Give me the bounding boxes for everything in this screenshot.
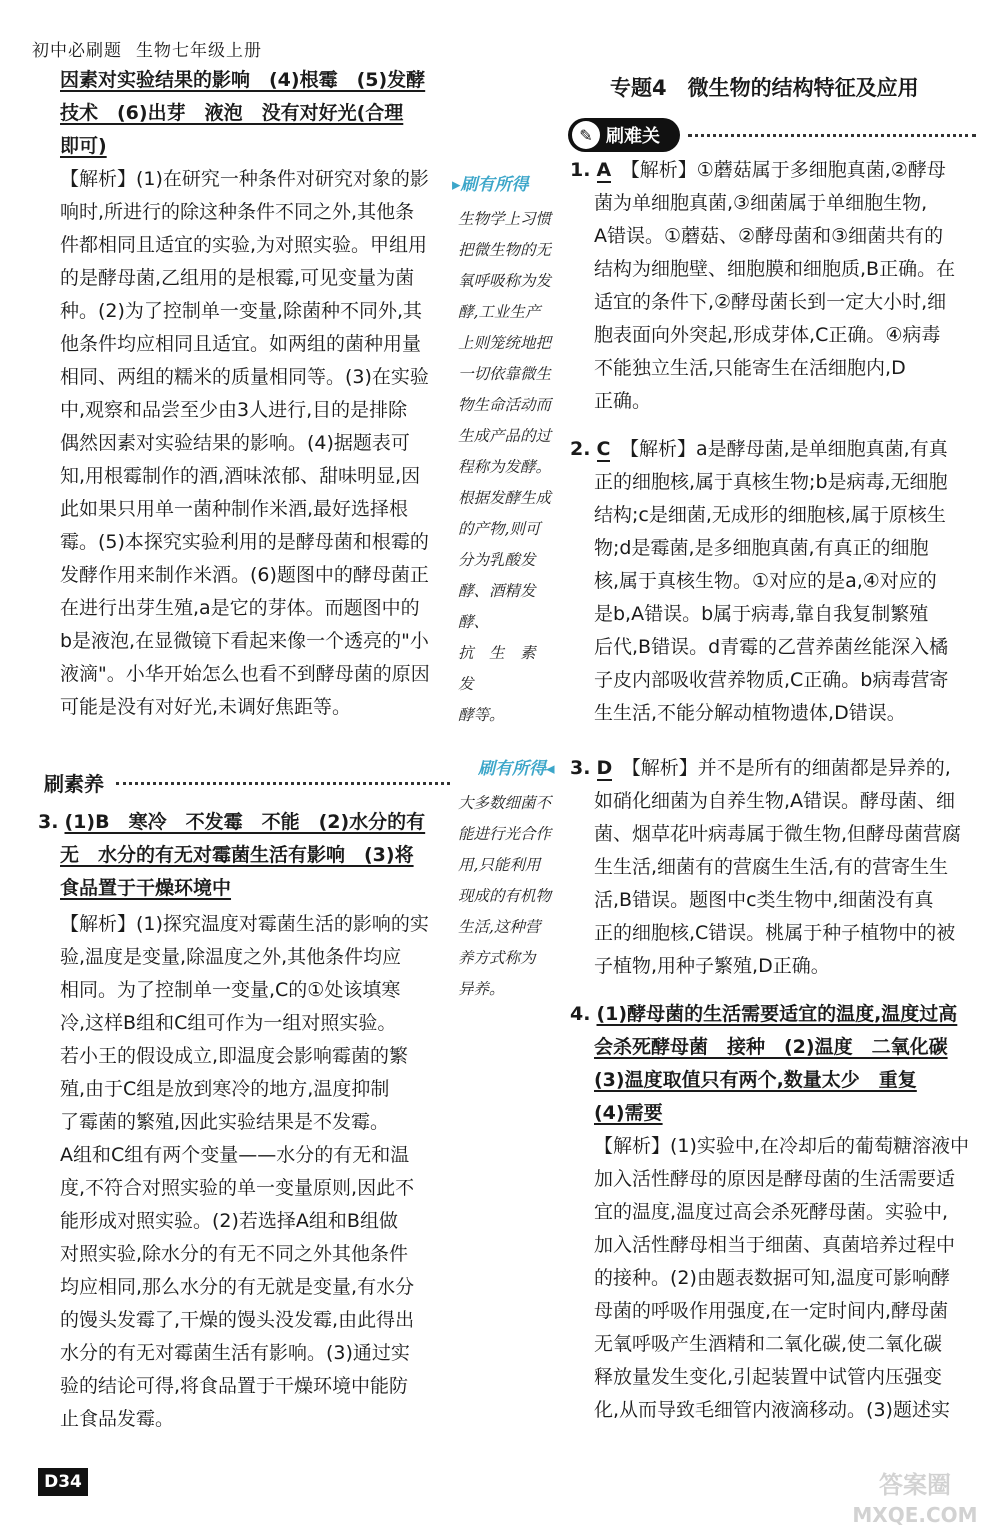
subject-title: 生物七年级上册 [136,41,262,61]
watermark: 答案圈 MXQE.COM [852,1471,978,1527]
sidebar-title: ▸刷有所得 [452,175,529,195]
answer-choice: A [596,159,612,181]
analysis-line: 冷,这样B组和C组可作为一组对照实验。 [60,1012,397,1034]
question-3-right: 3. D 【解析】并不是所有的细菌都是异养的, 如硝化细菌为自养生物,A错误。酵母菌、细 菌、烟草花叶病毒属于微生物,但酵母菌营腐 生生活,细菌有的营腐生生活,有的营寄生生 活,B错误。题图中c类生物中,细菌没有真 正的细胞核,C错误。桃属于种子植物中的被 子植物,用种子繁殖,D正确。 [570,757,962,977]
analysis-line: 知,用根霉制作的酒,酒味浓郁、甜味明显,因 [60,465,421,487]
question-3-analysis [60,908,452,1436]
analysis-line: 水分的有无对霉菌生活有影响。(3)通过实 [60,1342,410,1364]
page-number: D34 [38,1468,88,1496]
section-label: 刷素养 [44,772,104,796]
left-column-top [60,64,452,724]
topic-title: 专题4 微生物的结构特征及应用 [610,76,919,100]
analysis-line: 的是酵母菌,乙组用的是根霉,可见变量为菌 [60,267,415,289]
analysis-line: 加入活性酵母相当于细菌、真菌培养过程中 [594,1234,956,1256]
sidebar-note: 生物学上习惯 把微生物的无 氧呼吸称为发 酵,工业生产 上则笼统地把 一切依靠微生 物生命活动而 生成产品的过 程称为发酵。 根据发酵生成 的产物,则可 分为乳酸发 酵、酒精发酵、 抗 生 素 发 酵等。 [458,210,552,724]
analysis-line: 的接种。(2)由题表数据可知,温度可影响酵 [594,1267,950,1289]
question-2: 2. C 【解析】a是酵母菌,是单细胞真菌,有真 正的细胞核,属于真核生物;b是病毒,无细胞 结构;c是细菌,无成形的细胞核,属于原核生 物;d是霉菌,是多细胞真菌,有真正的细胞 核,属于真核生物。①对应的是a,④对应的 是b,A错误。b属于病毒,靠自我复制繁殖 后代,B错误。d青霉的乙营养菌丝能深入橘 子皮内部吸收营养物质,C正确。b病毒营寄 生生活,不能分解动植物遗体,D错误。 [570,438,949,724]
answer-line: 食品置于干燥环境中 [60,877,232,899]
analysis-line: 殖,由于C组是放到寒冷的地方,温度抑制 [60,1078,390,1100]
question-number: 3. [38,811,59,833]
analysis-line: 【解析】(1)探究温度对霉菌生活的影响的实 [60,913,429,935]
analysis-line: 止食品发霉。 [60,1408,175,1430]
book-title: 初中必刷题 [32,41,122,61]
analysis-line: b是液泡,在显微镜下看起来像一个透亮的"小 [60,630,429,652]
analysis-line: 【解析】(1)在研究一种条件对研究对象的影 [60,168,429,190]
analysis-line: 验,温度是变量,除温度之外,其他条件均应 [60,946,402,968]
analysis-line: 在进行出芽生殖,a是它的芽体。而题图中的 [60,597,420,619]
analysis-line: 霉。(5)本探究实验利用的是酵母菌和根霉的 [60,531,429,553]
answer-line: (4)需要 [594,1102,663,1124]
answer-line: 即可) [60,135,107,157]
analysis-line: 液滴"。小华开始怎么也看不到酵母菌的原因 [60,663,430,685]
analysis-line: 若小王的假设成立,即温度会影响霉菌的繁 [60,1045,409,1067]
analysis-line: 【解析】(1)实验中,在冷却后的葡萄糖溶液中 [594,1135,969,1157]
analysis-line: 加入活性酵母的原因是酵母菌的生活需要适 [594,1168,956,1190]
analysis-line: 度,不符合对照实验的单一变量原则,因此不 [60,1177,415,1199]
answer-line: (1)酵母菌的生活需要适宜的温度,温度过高 [596,1003,958,1025]
answer-line: 技术 (6)出芽 液泡 没有对好光(合理 [60,102,404,124]
analysis-line: 无氧呼吸产生酒精和二氧化碳,使二氧化碳 [594,1333,943,1355]
analysis-line: 母菌的呼吸作用强度,在一定时间内,酵母菌 [594,1300,949,1322]
analysis-line: A组和C组有两个变量——水分的有无和温 [60,1144,410,1166]
analysis-line: 偶然因素对实验结果的影响。(4)据题表可 [60,432,410,454]
answer-line: (1)B 寒冷 不发霉 不能 (2)水分的有 [64,811,426,833]
pen-icon: ✎ [572,121,600,149]
analysis-line: 验的结论可得,将食品置于干燥环境中能防 [60,1375,409,1397]
answer-choice: C [596,438,611,460]
running-header [32,36,262,61]
analysis-line: 了霉菌的繁殖,因此实验结果是不发霉。 [60,1111,390,1133]
analysis-line: 中,观察和品尝至少由3人进行,目的是排除 [60,399,408,421]
difficulty-badge: ✎ 刷难关 [568,118,680,152]
analysis-line: 相同。为了控制单一变量,C的①处该填寒 [60,979,401,1001]
analysis-line: 可能是没有对好光,未调好焦距等。 [60,696,352,718]
section-divider [116,782,450,785]
answer-line: (3)温度取值只有两个,数量太少 重复 [594,1069,917,1091]
analysis-line: 相同、两组的糯米的质量相同等。(3)在实验 [60,366,429,388]
answer-choice: D [596,757,613,779]
analysis-line: 此如果只用单一菌种制作米酒,最好选择根 [60,498,409,520]
analysis-line: 对照实验,除水分的有无不同之外其他条件 [60,1243,409,1265]
analysis-line: 释放量发生变化,引起装置中试管内压强变 [594,1366,943,1388]
analysis-line: 均应相同,那么水分的有无就是变量,有水分 [60,1276,415,1298]
question-3 [38,806,452,905]
answer-line: 会杀死酵母菌 接种 (2)温度 二氧化碳 [594,1036,948,1058]
badge-divider [688,134,976,137]
analysis-line: 他条件均应相同且适宜。如两组的菌种用量 [60,333,422,355]
question-4: 4. (1)酵母菌的生活需要适宜的温度,温度过高 会杀死酵母菌 接种 (2)温度 二氧化碳 (3)温度取值只有两个,数量太少 重复 (4)需要 【解析】(1)实验中,在冷却后的葡萄糖溶液中 加入活性酵母的原因是酵母菌的生活需要适 宜的温度,温度过高会杀死酵母菌。实验中, 加入活性酵母相当于细菌、真菌培养过程中 的接种。(2)由题表数据可知,温度可影响酵 母菌的呼吸作用强度,在一定时间内,酵母菌 无氧呼吸产生酒精和二氧化碳,使二氧化碳 释放量发生变化,引起装置中试管内压强变 化,从而导致毛细管内液滴移动。(3)题述实 [570,998,976,1427]
analysis-line: 化,从而导致毛细管内液滴移动。(3)题述实 [594,1399,950,1421]
sidebar-title: 刷有所得◂ [478,759,555,779]
analysis-line: 宜的温度,温度过高会杀死酵母菌。实验中, [594,1201,949,1223]
analysis-line: 发酵作用来制作米酒。(6)题图中的酵母菌正 [60,564,429,586]
answer-line: 无 水分的有无对霉菌生活有影响 (3)将 [60,844,414,866]
answer-line: 因素对实验结果的影响 (4)根霉 (5)发酵 [60,69,426,91]
analysis-line: 响时,所进行的除这种条件不同之外,其他条 [60,201,415,223]
question-1: 1. A 【解析】①蘑菇属于多细胞真菌,②酵母 菌为单细胞真菌,③细菌属于单细胞生物, A错误。①蘑菇、②酵母菌和③细菌共有的 结构为细胞壁、细胞膜和细胞质,B正确。在 适宜的条件下,②酵母菌长到一定大小时,细 胞表面向外突起,形成芽体,C正确。④病毒 不能独立生活,只能寄生在活细胞内,D 正确。 [570,159,956,412]
sidebar-note: 大多数细菌不 能进行光合作 用,只能利用 现成的有机物 生活,这种营 养方式称为 异养。 [458,794,552,998]
analysis-line: 种。(2)为了控制单一变量,除菌种不同外,其 [60,300,422,322]
analysis-line: 的馒头发霉了,干燥的馒头没发霉,由此得出 [60,1309,415,1331]
analysis-line: 件都相同且适宜的实验,为对照实验。甲组用 [60,234,428,256]
analysis-line: 能形成对照实验。(2)若选择A组和B组做 [60,1210,398,1232]
